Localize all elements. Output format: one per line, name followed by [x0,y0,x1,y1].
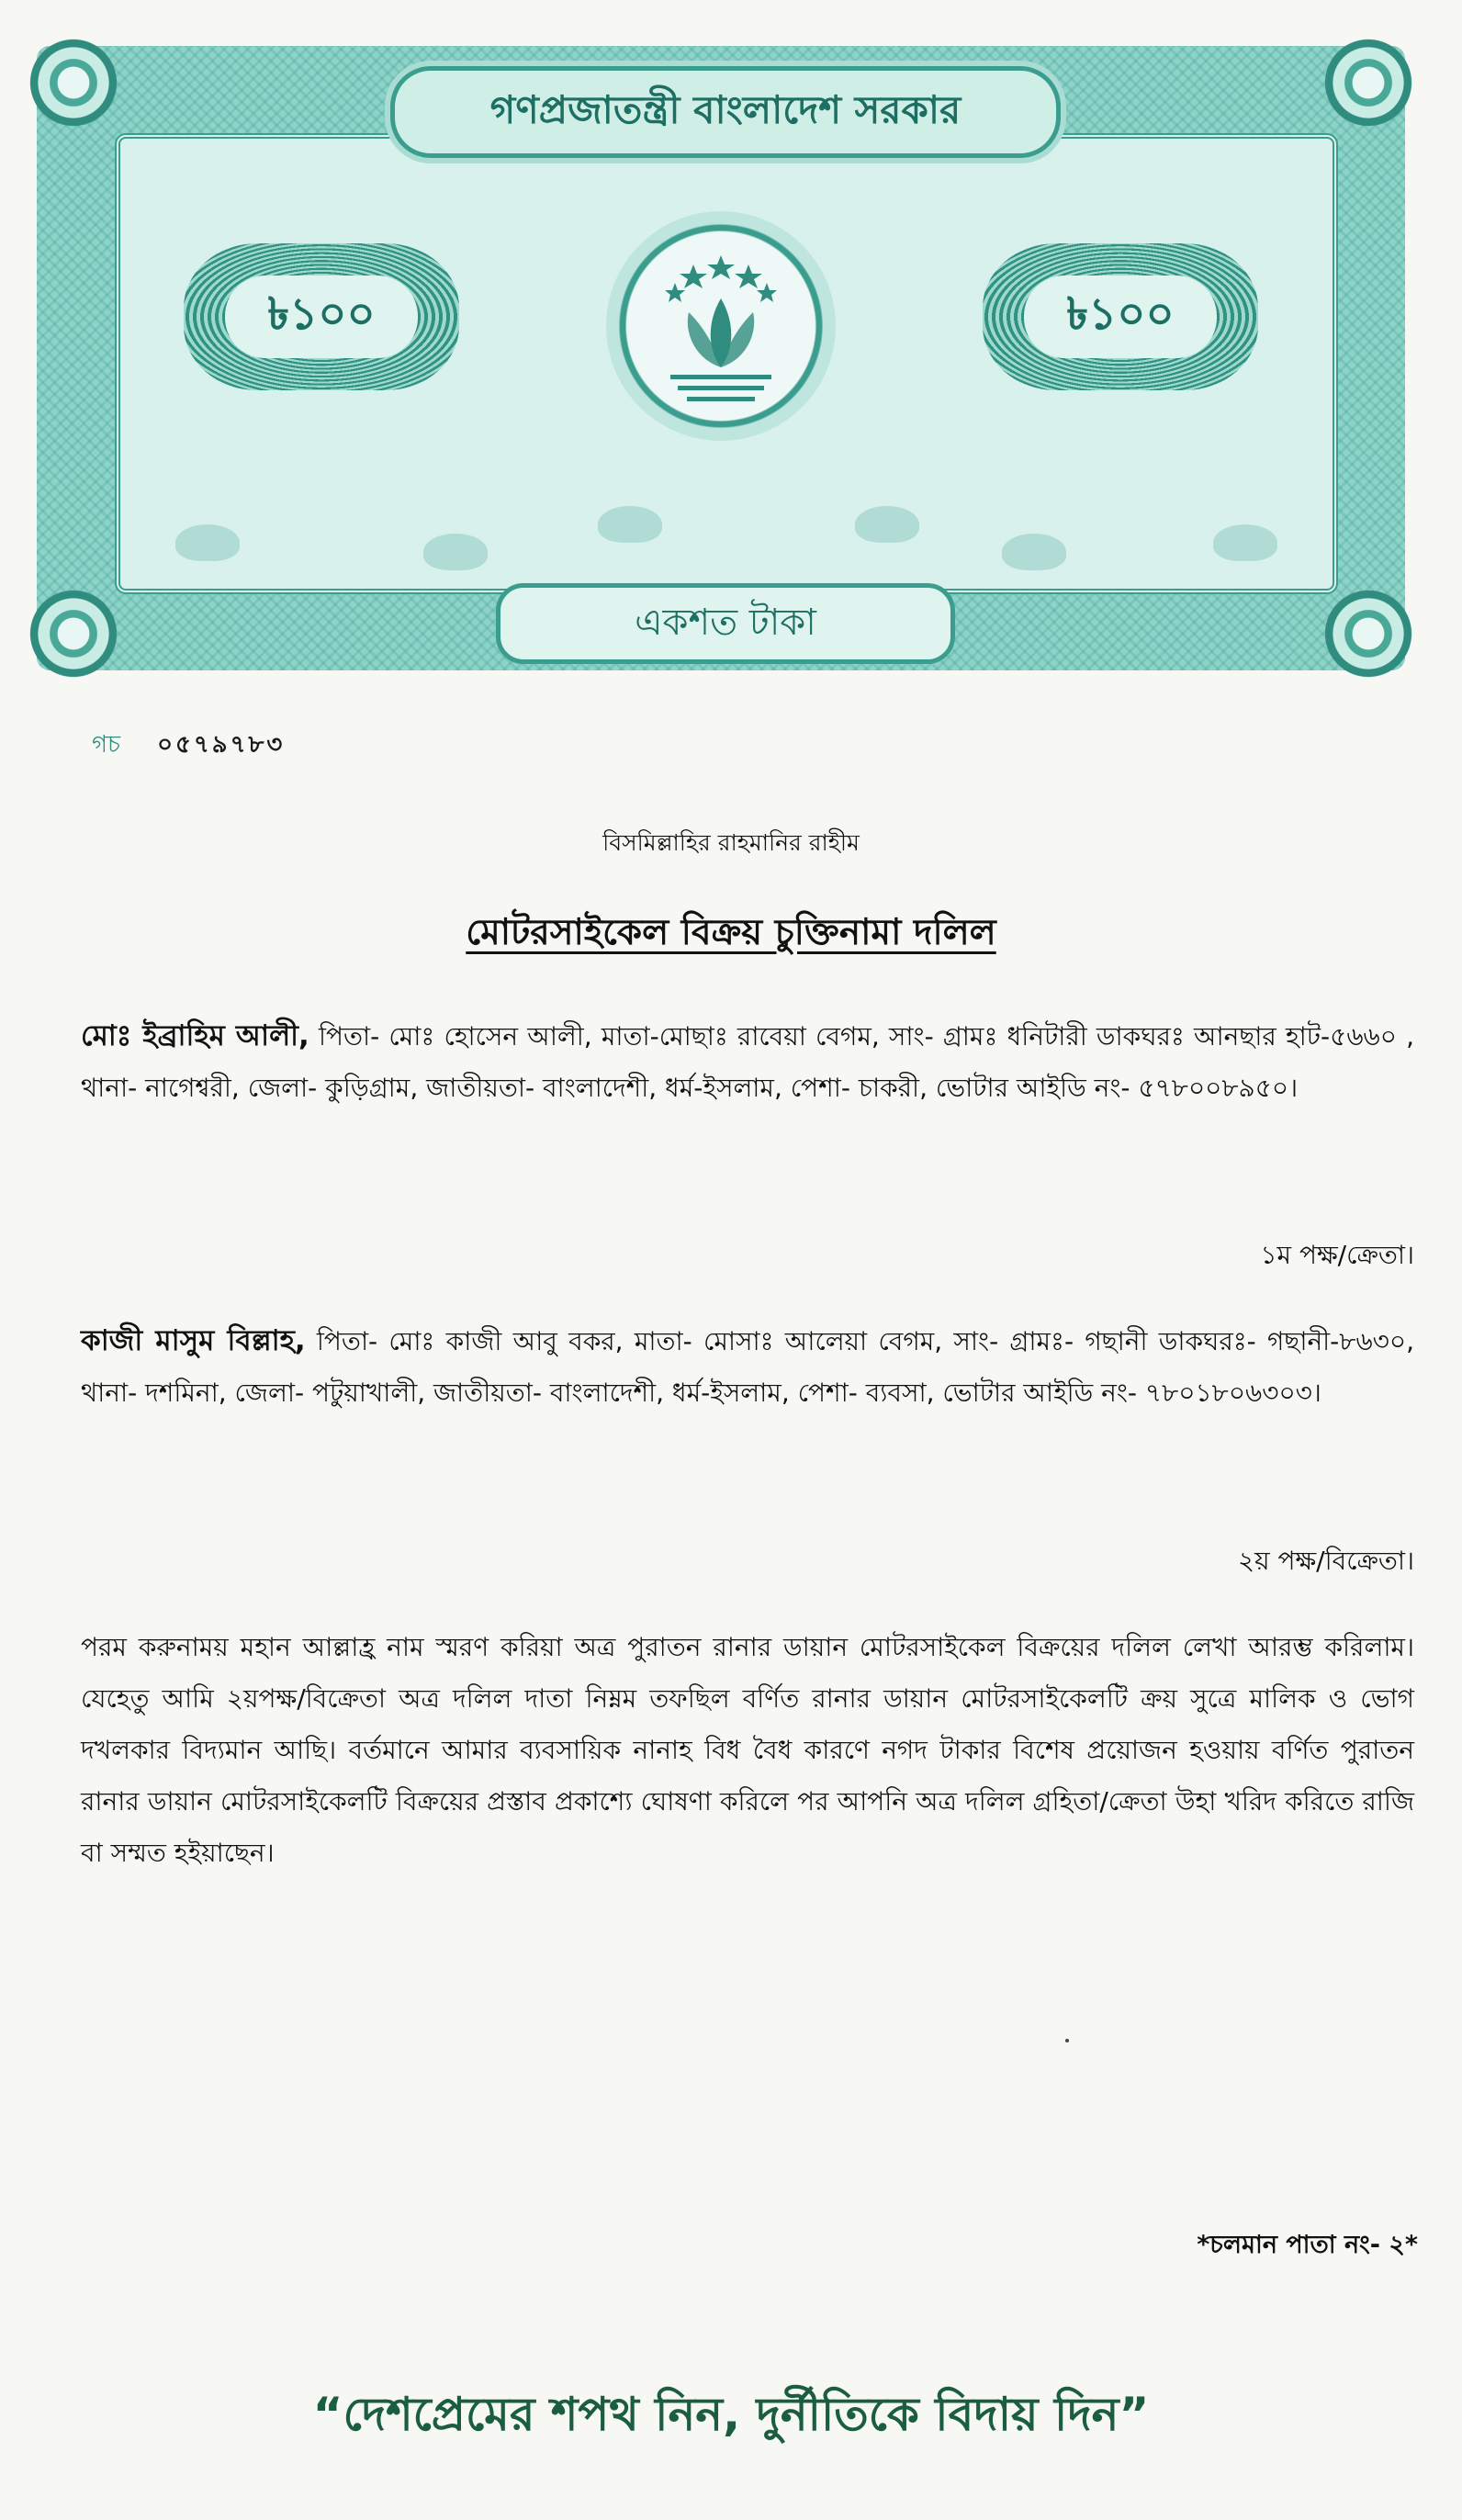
corner-ornament-icon [18,28,129,138]
lotus-icon [855,506,919,543]
document-title [0,905,1462,964]
document-title-text: মোটরসাইকেল বিক্রয় চুক্তিনামা দলিল [466,912,996,953]
party1-paragraph [81,1010,1414,1114]
serial-number: ০৫৭৯৭৮৩ [157,731,286,759]
party2-role: ২য় পক্ষ/বিক্রেতা। [1237,1546,1414,1576]
amount-left: ৳১০০ [225,276,418,358]
lotus-icon [1213,524,1277,561]
party2-paragraph [81,1315,1414,1419]
lotus-icon [423,534,488,570]
stray-dot [1065,2039,1069,2042]
party1-name: মোঃ ইব্রাহিম আলী, [81,1019,309,1052]
anti-corruption-slogan: “দেশপ্রেমের শপথ নিন, দুর্নীতিকে বিদায় দিন” [312,2388,1150,2441]
stamp-header [37,46,1405,670]
amount-oval-right [983,243,1258,390]
corner-ornament-icon [1313,28,1423,138]
amount-oval-left [184,243,459,390]
lotus-icon [598,506,662,543]
stamp-title: গণপ্রজাতন্ত্রী বাংলাদেশ সরকার [390,66,1061,158]
bismillah: বিসমিল্লাহির রাহমানির রাহীম [602,829,860,856]
lotus-icon [1002,534,1066,570]
party2-details: পিতা- মোঃ কাজী আবু বকর, মাতা- মোসাঃ আলেয়া বেগম, সাং- গ্রামঃ- গছানী ডাকঘরঃ- গছানী-৮৬৩০, থানা- দশমিনা, জেলা- পটুয়াখালী, জাতীয়তা- বাংলাদেশী, ধর্ম-ইসলাম, পেশা- ব্যবসা, ভোটার আইডি নং- ৭৮০১৮০৬৩০৩। [81,1326,1414,1408]
national-emblem-icon [606,211,836,441]
corner-ornament-icon [1313,579,1423,689]
party1-details: পিতা- মোঃ হোসেন আলী, মাতা-মোছাঃ রাবেয়া বেগম, সাং- গ্রামঃ ধনিটারী ডাকঘরঃ আনছার হাট-৫৬৬০ , থানা- নাগেশ্বরী, জেলা- কুড়িগ্রাম, জাতীয়তা- বাংলাদেশী, ধর্ম-ইসলাম, পেশা- চাকরী, ভোটার আইডি নং- ৫৭৮০০৮৯৫০। [81,1021,1414,1103]
value-in-words: একশত টাকা [496,583,955,664]
party2-name: কাজী মাসুম বিল্লাহ, [81,1324,306,1357]
agreement-body: পরম করুনাময় মহান আল্লাহ্র নাম স্মরণ করিয়া অত্র পুরাতন রানার ডায়ান মোটরসাইকেল বিক্রয়ের দলিল লেখা আরম্ভ করিলাম। যেহেতু আমি ২য়পক্ষ/বিক্রেতা অত্র দলিল দাতা নিম্নম তফছিল বর্ণিত রানার ডায়ান মোটরসাইকেলটি ক্রয় সুত্রে মালিক ও ভোগ দখলকার বিদ্যমান আছি। বর্তমানে আমার ব্যবসায়িক নানাহ বিধ বৈধ কারণে নগদ টাকার বিশেষ প্রয়োজন হওয়ায় বর্ণিত পুরাতন রানার ডায়ান মোটরসাইকেলটি বিক্রয়ের প্রস্তাব প্রকাশ্যে ঘোষণা করিলে পর আপনি অত্র দলিল গ্রহিতা/ক্রেতা উহা খরিদ করিতে রাজি বা সম্মত হইয়াছেন। [81,1632,1414,1868]
stamp-serial [92,726,285,766]
party1-role: ১ম পক্ষ/ক্রেতা। [1260,1240,1414,1270]
serial-prefix: গচ [92,731,121,759]
running-page-note: *চলমান পাতা নং- ২* [1197,2231,1418,2259]
amount-right: ৳১০০ [1024,276,1217,358]
corner-ornament-icon [18,579,129,689]
lotus-icon [175,524,240,561]
